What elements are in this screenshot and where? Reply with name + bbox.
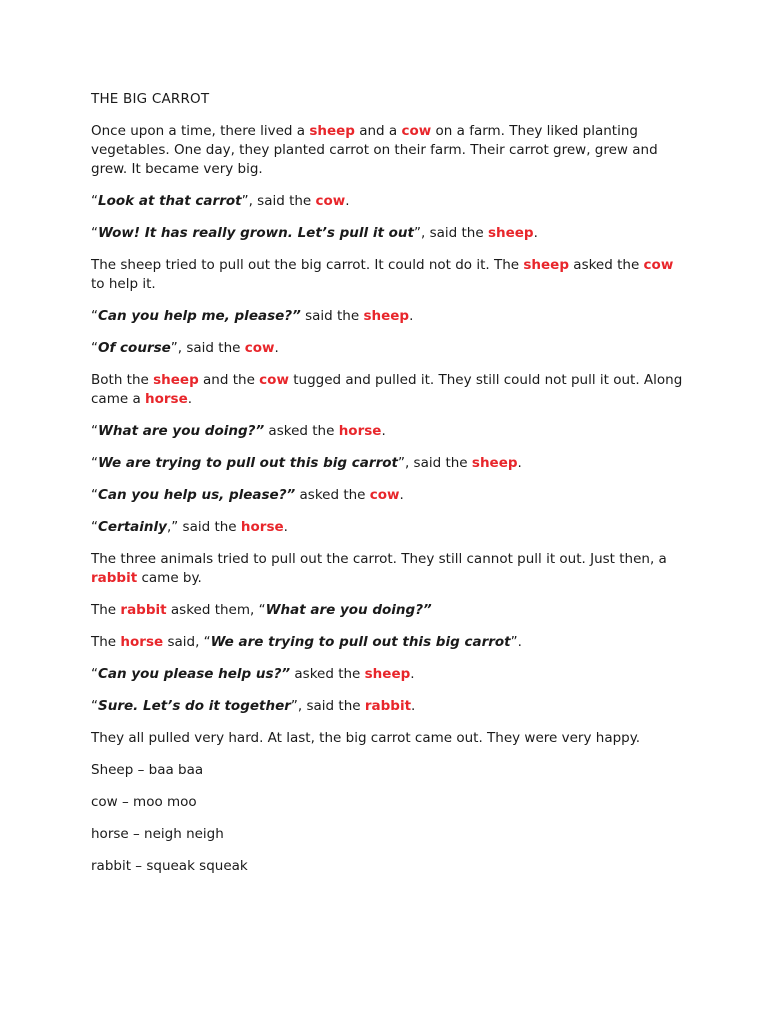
narration-text: . xyxy=(411,698,416,714)
dialogue-quote: What are you doing?” xyxy=(98,423,265,439)
narration-text: . xyxy=(283,519,288,535)
narration-text: Sheep – baa baa xyxy=(91,762,204,778)
story-paragraph xyxy=(91,729,691,748)
narration-text: on a farm. They liked planting vegetables. One day, they planted carrot on their farm. Their carrot grew, grew and grew. It became very big. xyxy=(91,123,658,177)
dialogue-quote: We are trying to pull out this big carrot xyxy=(210,634,511,650)
narration-text: ”, said the xyxy=(397,455,472,471)
story-paragraph xyxy=(91,371,691,409)
narration-text: asked the xyxy=(290,666,365,682)
animal-name: cow xyxy=(369,487,400,503)
animal-name: cow xyxy=(315,193,346,209)
narration-text: “ xyxy=(91,340,98,356)
animal-name: horse xyxy=(120,634,164,650)
narration-text: “ xyxy=(91,423,98,439)
document-page xyxy=(91,90,691,889)
story-paragraph xyxy=(91,665,691,684)
story-paragraph xyxy=(91,697,691,716)
narration-text: horse – neigh neigh xyxy=(91,826,224,842)
narration-text: and the xyxy=(198,372,260,388)
story-body xyxy=(91,122,691,876)
animal-name: sheep xyxy=(363,308,410,324)
narration-text: ,” said the xyxy=(166,519,241,535)
animal-name: cow xyxy=(401,123,432,139)
animal-name: rabbit xyxy=(120,602,167,618)
story-paragraph xyxy=(91,518,691,537)
story-paragraph xyxy=(91,550,691,588)
story-paragraph xyxy=(91,339,691,358)
narration-text: “ xyxy=(91,519,98,535)
narration-text: . xyxy=(345,193,350,209)
story-paragraph xyxy=(91,422,691,441)
narration-text: cow – moo moo xyxy=(91,794,197,810)
animal-name: horse xyxy=(145,391,188,407)
dialogue-quote: We are trying to pull out this big carrot xyxy=(98,455,398,471)
narration-text: “ xyxy=(91,666,98,682)
animal-name: sheep xyxy=(487,225,534,241)
narration-text: asked the xyxy=(569,257,644,273)
narration-text: “ xyxy=(91,193,98,209)
story-paragraph xyxy=(91,761,691,780)
animal-name: cow xyxy=(244,340,275,356)
animal-name: cow xyxy=(259,372,289,388)
story-paragraph xyxy=(91,192,691,211)
animal-name: sheep xyxy=(364,666,411,682)
narration-text: . xyxy=(381,423,386,439)
narration-text: “ xyxy=(91,308,98,324)
narration-text: to help it. xyxy=(91,276,156,292)
narration-text: ”, said the xyxy=(290,698,365,714)
narration-text: asked the xyxy=(264,423,339,439)
dialogue-quote: Certainly xyxy=(98,519,167,535)
story-paragraph xyxy=(91,601,691,620)
dialogue-quote: Can you help us, please?” xyxy=(98,487,296,503)
story-paragraph xyxy=(91,825,691,844)
narration-text: “ xyxy=(91,698,98,714)
narration-text: asked the xyxy=(295,487,370,503)
animal-name: sheep xyxy=(471,455,518,471)
narration-text: said, “ xyxy=(163,634,211,650)
narration-text: The sheep tried to pull out the big carrot. It could not do it. The xyxy=(91,257,524,273)
narration-text: asked them, “ xyxy=(166,602,266,618)
narration-text: The xyxy=(91,634,121,650)
animal-name: horse xyxy=(240,519,284,535)
narration-text: . xyxy=(410,666,415,682)
narration-text: and a xyxy=(354,123,402,139)
narration-text: ”, said the xyxy=(414,225,488,241)
narration-text: tugged and pulled it. They still could not pull it out. Along came a xyxy=(91,372,683,407)
dialogue-quote: Of course xyxy=(98,340,171,356)
story-paragraph xyxy=(91,633,691,652)
narration-text: The xyxy=(91,602,121,618)
dialogue-quote: Wow! It has really grown. Let’s pull it out xyxy=(98,225,414,241)
story-paragraph xyxy=(91,307,691,326)
narration-text: ”, said the xyxy=(241,193,316,209)
dialogue-quote: Sure. Let’s do it together xyxy=(98,698,291,714)
story-paragraph xyxy=(91,857,691,876)
narration-text: rabbit – squeak squeak xyxy=(91,858,248,874)
story-paragraph xyxy=(91,454,691,473)
narration-text: . xyxy=(533,225,538,241)
narration-text: . xyxy=(409,308,414,324)
narration-text: . xyxy=(187,391,193,407)
narration-text: “ xyxy=(91,487,98,503)
story-paragraph xyxy=(91,256,691,294)
story-paragraph xyxy=(91,486,691,505)
animal-name: rabbit xyxy=(364,698,412,714)
narration-text: “ xyxy=(91,455,98,471)
dialogue-quote: Can you help me, please?” xyxy=(98,308,301,324)
animal-name: sheep xyxy=(523,257,569,273)
animal-name: sheep xyxy=(153,372,199,388)
story-title: THE BIG CARROT xyxy=(91,91,210,107)
narration-text: said the xyxy=(300,308,364,324)
animal-name: sheep xyxy=(309,123,355,139)
narration-text: Both the xyxy=(91,372,154,388)
narration-text: ”. xyxy=(510,634,522,650)
narration-text: Once upon a time, there lived a xyxy=(91,123,310,139)
animal-name: cow xyxy=(643,257,674,273)
story-paragraph xyxy=(91,793,691,812)
narration-text: ”, said the xyxy=(170,340,245,356)
dialogue-quote: Can you please help us?” xyxy=(98,666,291,682)
dialogue-quote: What are you doing?” xyxy=(265,602,432,618)
story-paragraph xyxy=(91,122,691,179)
narration-text: . xyxy=(399,487,404,503)
narration-text: came by. xyxy=(137,570,202,586)
animal-name: rabbit xyxy=(91,570,138,586)
dialogue-quote: Look at that carrot xyxy=(98,193,242,209)
story-paragraph xyxy=(91,224,691,243)
animal-name: horse xyxy=(338,423,382,439)
narration-text: “ xyxy=(91,225,98,241)
narration-text: They all pulled very hard. At last, the big carrot came out. They were very happy. xyxy=(91,730,641,746)
narration-text: . xyxy=(517,455,522,471)
narration-text: The three animals tried to pull out the carrot. They still cannot pull it out. Just then, a xyxy=(91,551,667,567)
narration-text: . xyxy=(274,340,279,356)
